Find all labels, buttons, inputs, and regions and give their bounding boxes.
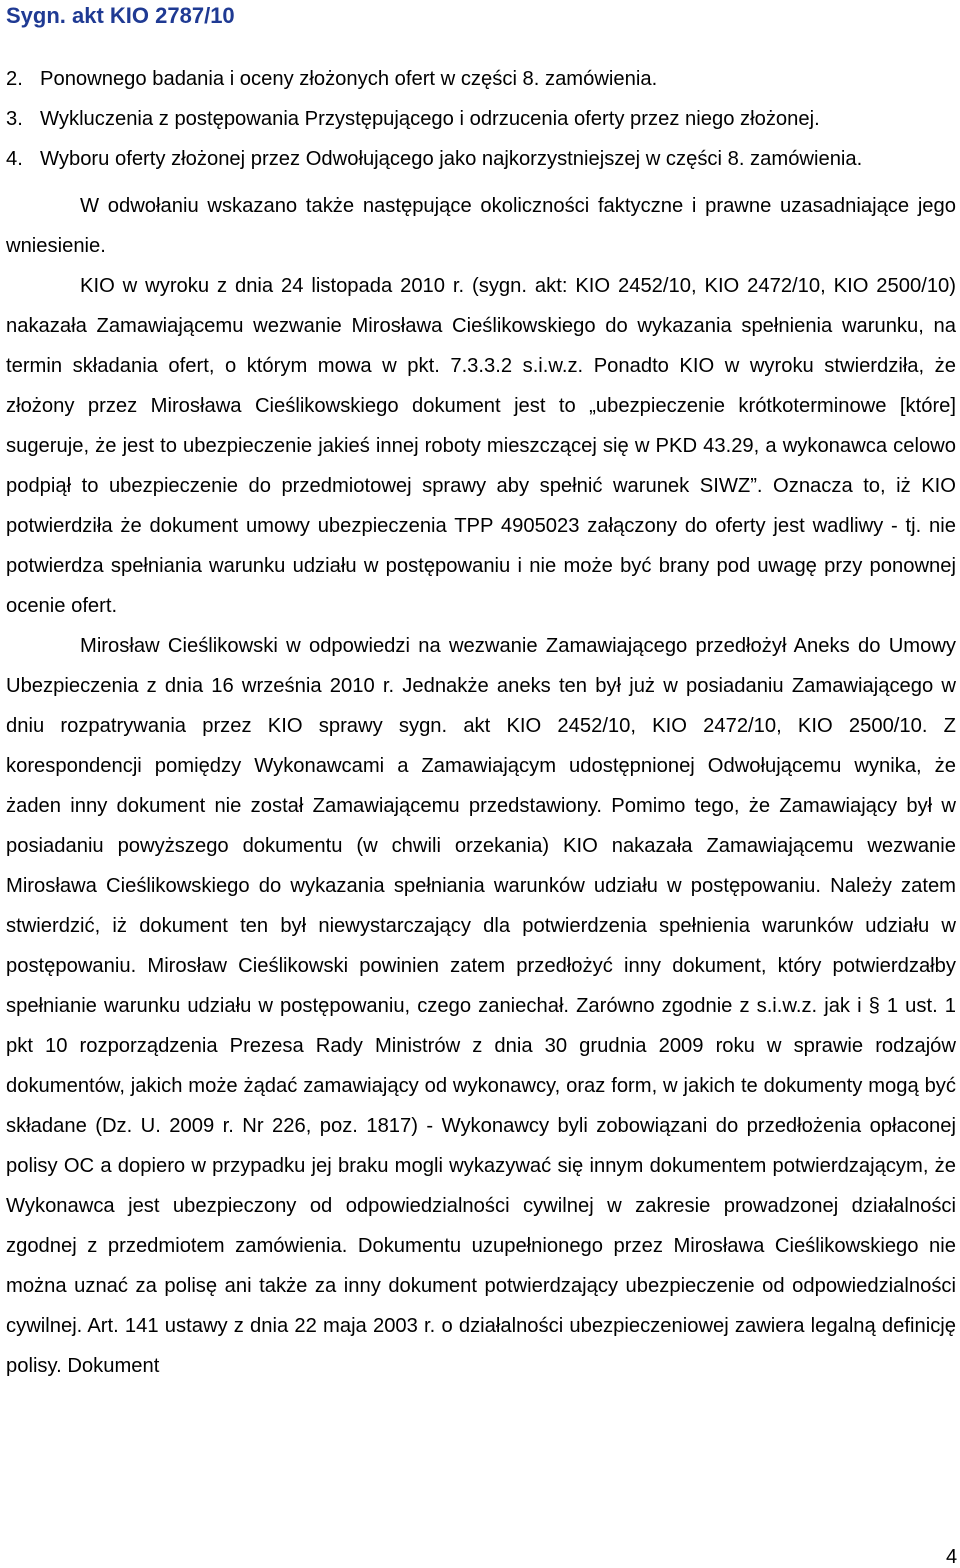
list-item xyxy=(6,146,956,172)
list-item-text: Wykluczenia z postępowania Przystępującego i odrzucenia oferty przez niego złożonej. xyxy=(40,108,820,130)
paragraph: Mirosław Cieślikowski w odpowiedzi na wezwanie Zamawiającego przedłożył Aneks do Umowy Ubezpieczenia z dnia 16 września 2010 r. Jednakże aneks ten był już w posiadaniu Zamawiającego w dniu rozpatrywania przez KIO sprawy sygn. akt KIO 2452/10, KIO 2472/10, KIO 2500/10. Z korespondencji pomiędzy Wykonawcami a Zamawiającym udostępnionej Odwołującemu wynika, że żaden inny dokument nie został Zamawiającemu przedstawiony. Pomimo tego, że Zamawiający był w posiadaniu powyższego dokumentu (w chwili orzekania) KIO nakazała Zamawiającemu wezwanie Mirosława Cieślikowskiego do wykazania spełniania warunków udziału w postępowaniu. Należy zatem stwierdzić, iż dokument ten był niewystarczający dla potwierdzenia spełnienia warunków udziału w postępowaniu. Mirosław Cieślikowski powinien zatem przedłożyć inny dokument, który potwierdzałby spełnianie warunku udziału w postępowaniu, czego zaniechał. Zarówno zgodnie z s.i.w.z. jak i § 1 ust. 1 pkt 10 rozporządzenia Prezesa Rady Ministrów z dnia 30 grudnia 2009 roku w sprawie rodzajów dokumentów, jakich może żądać zamawiający od wykonawcy, oraz form, w jakich te dokumenty mogą być składane (Dz. U. 2009 r. Nr 226, poz. 1817) - Wykonawcy byli zobowiązani do przedłożenia opłaconej polisy OC a dopiero w przypadku jej braku mogli wykazywać się innym dokumentem potwierdzającym, że Wykonawca jest ubezpieczony od odpowiedzialności cywilnej w zakresie prowadzonej działalności zgodnej z przedmiotem zamówienia. Dokumentu uzupełnionego przez Mirosława Cieślikowskiego nie można uznać za polisę ani także za inny dokument potwierdzający ubezpieczenie od odpowiedzialności cywilnej. Art. 141 ustawy z dnia 22 maja 2003 r. o działalności ubezpieczeniowej zawiera legalną definicję polisy. Dokument xyxy=(6,635,956,1377)
list-item-number: 4. xyxy=(6,148,23,170)
list-item xyxy=(6,66,956,92)
numbered-list xyxy=(6,66,956,172)
case-reference: Sygn. akt KIO 2787/10 xyxy=(6,3,235,28)
list-item-text: Ponownego badania i oceny złożonych ofert w części 8. zamówienia. xyxy=(40,68,658,90)
paragraph: W odwołaniu wskazano także następujące okoliczności faktyczne i prawne uzasadniające jego wniesienie. xyxy=(6,195,956,257)
list-item-number: 3. xyxy=(6,108,23,130)
list-item-number: 2. xyxy=(6,68,23,90)
document-body xyxy=(6,186,956,1386)
list-item xyxy=(6,106,956,132)
paragraph: KIO w wyroku z dnia 24 listopada 2010 r. (sygn. akt: KIO 2452/10, KIO 2472/10, KIO 2500/10) nakazała Zamawiającemu wezwanie Mirosława Cieślikowskiego do wykazania spełnienia warunku, na termin składania ofert, o którym mowa w pkt. 7.3.3.2 s.i.w.z. Ponadto KIO w wyroku stwierdziła, że złożony przez Mirosława Cieślikowskiego dokument jest to „ubezpieczenie krótkoterminowe [które] sugeruje, że jest to ubezpieczenie jakieś innej roboty mieszczącej się w PKD 43.29, a wykonawca celowo podpiął to ubezpieczenie do przedmiotowej sprawy aby spełnić warunek SIWZ”. Oznacza to, iż KIO potwierdziła że dokument umowy ubezpieczenia TPP 4905023 załączony do oferty jest wadliwy - tj. nie potwierdza spełniania warunku udziału w postępowaniu i nie może być brany pod uwagę przy ponownej ocenie ofert. xyxy=(6,275,956,617)
page-number: 4 xyxy=(946,1546,958,1568)
list-item-text: Wyboru oferty złożonej przez Odwołującego jako najkorzystniejszej w części 8. zamówienia. xyxy=(40,148,863,170)
